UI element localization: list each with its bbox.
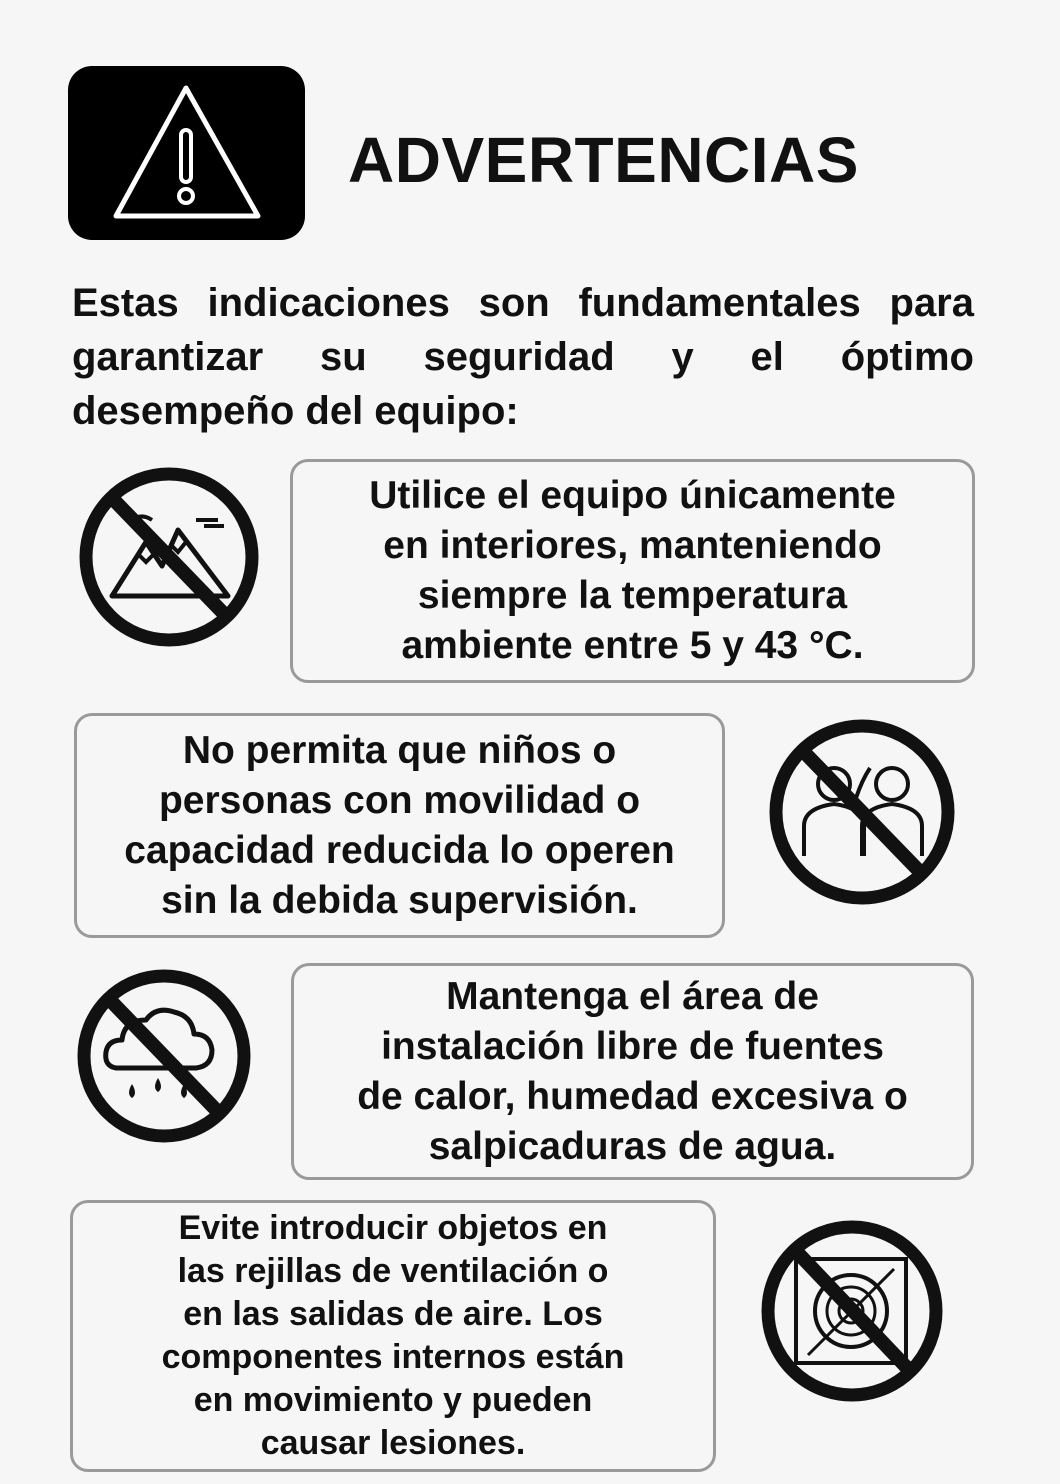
warning-card-humidity — [291, 963, 974, 1180]
warning-badge — [68, 66, 305, 240]
warning-triangle-icon — [68, 66, 305, 240]
warning-text: Mantenga el área de instalación libre de fuentes de calor, humedad excesiva o salpicaduras de agua. — [357, 974, 908, 1168]
no-objects-in-vents-icon — [760, 1219, 944, 1403]
warning-text: Utilice el equipo únicamente en interiores, manteniendo siempre la temperatura ambiente entre 5 y 43 °C. — [369, 474, 896, 667]
no-humidity-icon — [76, 968, 252, 1144]
warning-text: Evite introducir objetos en las rejillas de ventilación o en las salidas de aire. Los componentes internos están en movimiento y pueden causar lesiones. — [161, 1209, 625, 1462]
warning-text: No permita que niños o personas con movilidad o capacidad reducida lo operen sin la debida supervisión. — [124, 728, 675, 922]
no-outdoor-use-icon — [78, 466, 260, 648]
no-unsupervised-persons-icon — [768, 718, 956, 906]
warning-card-indoor — [290, 459, 975, 683]
page-title: ADVERTENCIAS — [348, 124, 859, 196]
warning-card-vents — [70, 1200, 716, 1472]
warning-card-supervision — [74, 713, 725, 938]
intro-paragraph: Estas indicaciones son fundamentales para garantizar su seguridad y el óptimo desempeño del equipo: — [72, 281, 974, 433]
